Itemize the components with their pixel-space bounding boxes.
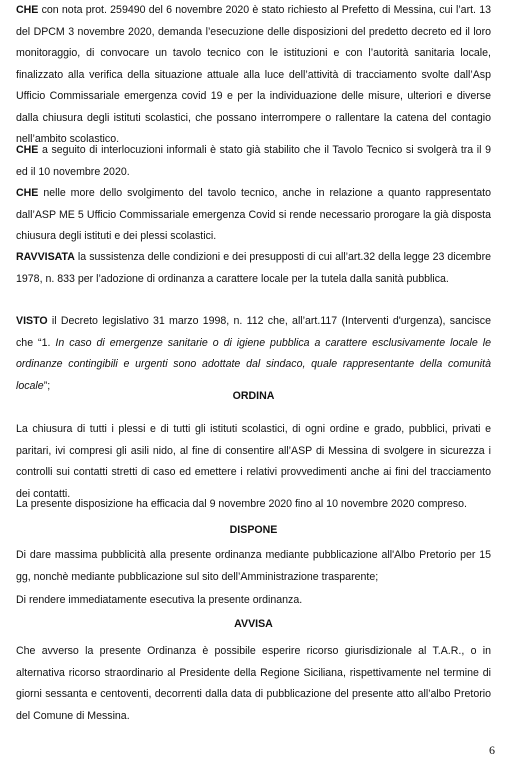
paragraph-ravvisata: RAVVISATA la sussistenza delle condizioni e dei presupposti di cui all’art.32 della legge 23 dicembre 1978, n. 833 per l’adozione di ordinanza a carattere locale per la tutela dalla sanità pubblica. (16, 251, 491, 285)
keyword-ravvisata: RAVVISATA (16, 251, 75, 263)
paragraph-avvisa-body: Che avverso la presente Ordinanza è possibile esperire ricorso giurisdizionale al T.A.R., o in alternativa ricorso straordinario al Presidente della Regione Siciliana, rispettivamente nel termine di giorni sessanta e centoventi, decorrenti dalla data di pubblicazione del presente atto all’albo Pretorio del Comune di Messina. (16, 645, 491, 722)
paragraph-dispone-esecutiva: Di rendere immediatamente esecutiva la presente ordinanza. (16, 594, 303, 606)
keyword-visto: VISTO (16, 315, 48, 327)
heading-ordina: ORDINA (232, 390, 275, 402)
paragraph-dispone-pubblicita: Di dare massima pubblicità alla presente ordinanza mediante pubblicazione all'Albo Pretorio per 15 gg, nonchè mediante pubblicazione sul sito dell’Amministrazione trasparente; (16, 549, 491, 583)
quoted-law-text: In caso di emergenze sanitarie o di igiene pubblica a carattere esclusivamente locale le ordinanze contingibili e urgenti sono adottate dal sindaco, quale rappresentante della comunità locale (16, 336, 491, 392)
keyword-che: CHE (16, 144, 39, 156)
heading-dispone: DISPONE (229, 524, 278, 536)
heading-avvisa: AVVISA (234, 618, 273, 630)
paragraph-che-1: CHE con nota prot. 259490 del 6 novembre 2020 è stato richiesto al Prefetto di Messina, cui l’art. 13 del DPCM 3 novembre 2020, demanda l’esecuzione delle disposizioni del predetto decreto ed il loro monitoraggio, di convocare un tavolo tecnico con le istituzioni e con l’autorità sanitaria locale, finalizzato alla verifica della situazione attuale alla luce dell’attività di tracciamento svolte dall’Asp Ufficio Commissariale emergenza covid 19 e per la individuazione delle misure, ulteriori e diverse dalla chiusura degli istituti scolastici, che possano interrompere o rallentare la catena del contagio nell’ambito scolastico. (16, 4, 491, 145)
paragraph-visto: VISTO il Decreto legislativo 31 marzo 1998, n. 112 che, all’art.117 (Interventi d'urgenza), sancisce che “1. In caso di emergenze sanitarie o di igiene pubblica a carattere esclusivamente locale le ordinanze contingibili e urgenti sono adottate dal sindaco, quale rappresentante della comunità locale”; (16, 315, 491, 392)
paragraph-ordina-body: La chiusura di tutti i plessi e di tutti gli istituti scolastici, di ogni ordine e grado, pubblici, privati e paritari, ivi compresi gli asili nido, al fine di consentire all’ASP di Messina di svolgere in sicurezza i controlli sui contatti stretti di caso ed emettere i relativi provvedimenti anche ai fini del tracciamento dei contatti. (16, 423, 491, 500)
page-number: 6 (489, 743, 495, 757)
keyword-che: CHE (16, 187, 39, 199)
paragraph-che-3: CHE nelle more dello svolgimento del tavolo tecnico, anche in relazione a quanto rappresentato dall’ASP ME 5 Ufficio Commissariale emergenza Covid si rende necessario prorogare la già disposta chiusura degli istituti e dei plessi scolastici. (16, 187, 491, 242)
paragraph-che-2: CHE a seguito di interlocuzioni informali è stato già stabilito che il Tavolo Tecnico si svolgerà tra il 9 ed il 10 novembre 2020. (16, 144, 491, 178)
keyword-che: CHE (16, 4, 39, 16)
paragraph-efficacia: La presente disposizione ha efficacia dal 9 novembre 2020 fino al 10 novembre 2020 compreso. (16, 498, 467, 510)
